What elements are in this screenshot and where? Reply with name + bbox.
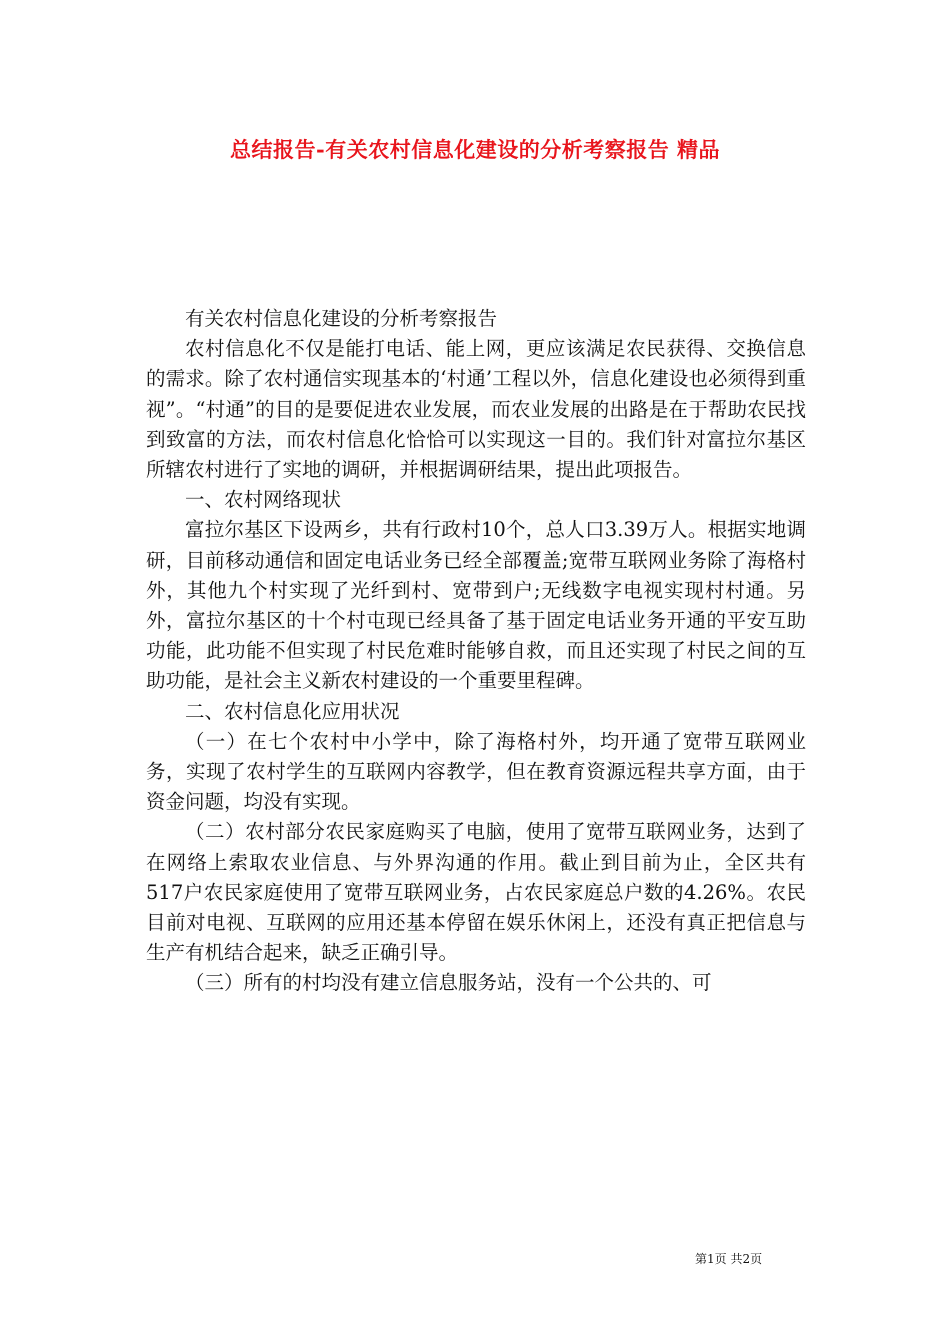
subtitle-paragraph: 有关农村信息化建设的分析考察报告 — [185, 307, 498, 330]
body-paragraph: （三）所有的村均没有建立信息服务站，没有一个公共的、可 — [185, 971, 712, 995]
section-heading: 一、农村网络现状 — [185, 488, 342, 512]
document-body — [146, 304, 806, 999]
body-paragraph: （二）农村部分农民家庭购买了电脑，使用了宽带互联网业务，达到了在网络上索取农业信息、与外界沟通的作用。截止到目前为止，全区共有517户农民家庭使用了宽带互联网业务，占农民家庭总户数的4.26%。农民目前对电视、互联网的应用还基本停留在娱乐休闲上，还没有真正把信息与生产有机结合起来，缺乏正确引导。 — [146, 820, 806, 965]
body-paragraph: 富拉尔基区下设两乡，共有行政村10个，总人口3.39万人。根据实地调研，目前移动通信和固定电话业务已经全部覆盖;宽带互联网业务除了海格村外，其他九个村实现了光纤到村、宽带到户;无线数字电视实现村村通。另外，富拉尔基区的十个村屯现已经具备了基于固定电话业务开通的平安互助功能，此功能不但实现了村民危难时能够自救，而且还实现了村民之间的互助功能，是社会主义新农村建设的一个重要里程碑。 — [146, 518, 806, 693]
body-paragraph: （一）在七个农村中小学中，除了海格村外，均开通了宽带互联网业务，实现了农村学生的互联网内容教学，但在教育资源远程共享方面，由于资金问题，均没有实现。 — [146, 729, 806, 814]
document-title: 总结报告-有关农村信息化建设的分析考察报告 精品 — [229, 137, 721, 162]
body-paragraph: 农村信息化不仅是能打电话、能上网，更应该满足农民获得、交换信息的需求。除了农村通信实现基本的‘村通’工程以外，信息化建设也必须得到重视”。“村通”的目的是要促进农业发展，而农业发展的出路是在于帮助农民找到致富的方法，而农村信息化恰恰可以实现这一目的。我们针对富拉尔基区所辖农村进行了实地的调研，并根据调研结果，提出此项报告。 — [146, 337, 806, 482]
section-heading: 二、农村信息化应用状况 — [185, 699, 400, 723]
page-number: 第1页 共2页 — [695, 1252, 763, 1266]
